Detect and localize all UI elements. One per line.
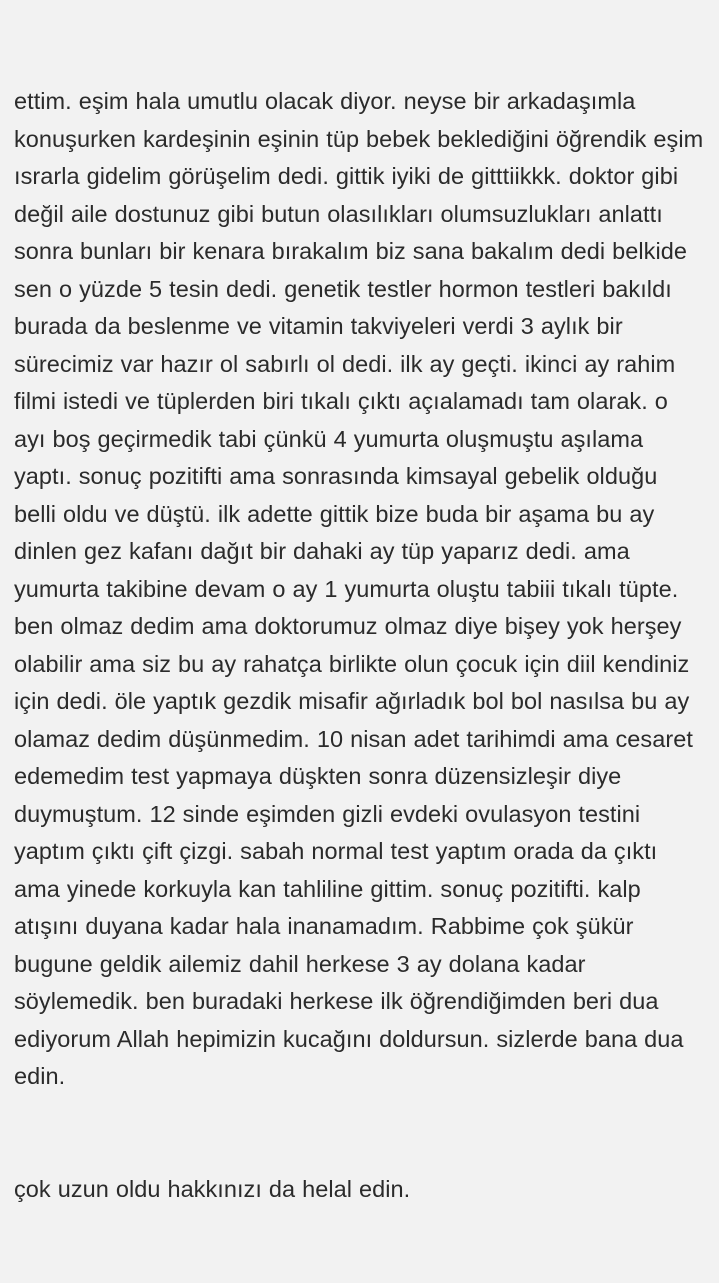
paragraph-1: ettim. eşim hala umutlu olacak diyor. neyse bir arkadaşımla konuşurken kardeşinin eşinin tüp bebek beklediğini öğrendik eşim ısrarla gidelim görüşelim dedi. gittik iyiki de gitttiikkk. doktor gibi değil aile dostunuz gibi butun olasılıkları olumsuzlukları anlattı sonra bunları bir kenara bırakalım biz sana bakalım dedi belkide sen o yüzde 5 tesin dedi. genetik testler hormon testleri bakıldı burada da beslenme ve vitamin takviyeleri verdi 3 aylık bir sürecimiz var hazır ol sabırlı ol dedi. ilk ay geçti. ikinci ay rahim filmi istedi ve tüplerden biri tıkalı çıktı açıalamadı tam olarak. o ayı boş geçirmedik tabi çünkü 4 yumurta oluşmuştu aşılama yaptı. sonuç pozitifti ama sonrasında kimsayal gebelik olduğu belli oldu ve düştü. ilk adette gittik bize buda bir aşama bu ay dinlen gez kafanı dağıt bir dahaki ay tüp yaparız dedi. ama yumurta takibine devam o ay 1 yumurta oluştu tabiii tıkalı tüpte. ben olmaz dedim ama doktorumuz olmaz diye bişey yok herşey olabilir ama siz bu ay rahatça birlikte olun çocuk için diil kendiniz için dedi. öle yaptık gezdik misafir ağırladık bol bol nasılsa bu ay olamaz dedim düşünmedim. 10 nisan adet tarihimdi ama cesaret edemedim test yapmaya düşkten sonra düzensizleşir diye duymuştum. 12 sinde eşimden gizli evdeki ovulasyon testini yaptım çıktı çift çizgi. sabah normal test yaptım orada da çıktı ama yinede korkuyla kan tahliline gittim. sonuç pozitifti. kalp atışını duyana kadar hala inanamadım. Rabbime çok şükür bugune geldik ailemiz dahil herkese 3 ay dolana kadar söylemedik. ben buradaki herkese ilk öğrendiğimden beri dua ediyorum Allah hepimizin kucağını doldursun. sizlerde bana dua edin. xyxy=(14,88,711,1089)
document-body xyxy=(14,8,711,1283)
paragraph-2: çok uzun oldu hakkınızı da helal edin. xyxy=(14,1175,411,1202)
